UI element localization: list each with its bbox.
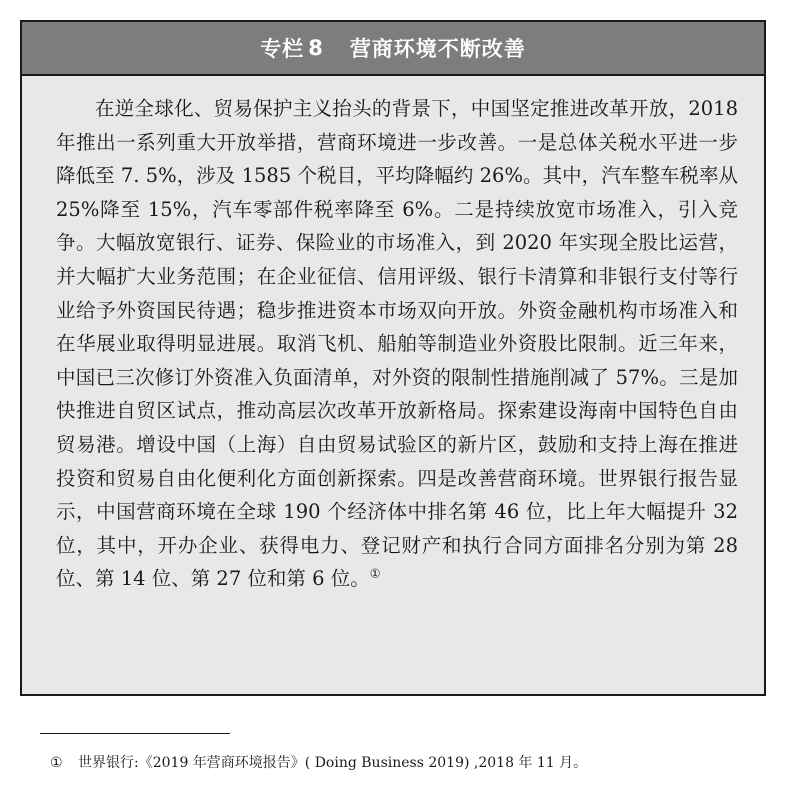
box-header [22,22,764,76]
footnote-text: 世界银行:《2019 年营商环境报告》( Doing Business 2019) ,2018 年 11 月。 [78,755,588,771]
footnote-reference[interactable]: ① [369,566,381,581]
box-title: 营商环境不断改善 [349,37,526,61]
footnote-divider [40,733,230,734]
box-paragraph: 在逆全球化、贸易保护主义抬头的背景下，中国坚定推进改革开放，2018 年推出一系列重大开放举措，营商环境进一步改善。一是总体关税水平进一步降低至 7. 5%，涉及 1585 个税目，平均降幅约 26%。其中，汽车整车税率从 25%降至 15%，汽车零部件税率降至 6%。二是持续放宽市场准入，引入竞争。大幅放宽银行、证券、保险业的市场准入，到 2020 年实现全股比运营，并大幅扩大业务范围；在企业征信、信用评级、银行卡清算和非银行支付等行业给予外资国民待遇；稳步推进资本市场双向开放。外资金融机构市场准入和在华展业取得明显进展。取消飞机、船舶等制造业外资股比限制。近三年来，中国已三次修订外资准入负面清单，对外资的限制性措施削减了 57%。三是加快推进自贸区试点，推动高层次改革开放新格局。探索建设海南中国特色自由贸易港。增设中国（上海）自由贸易试验区的新片区，鼓励和支持上海在推进投资和贸易自由化便利化方面创新探索。四是改善营商环境。世界银行报告显示，中国营商环境在全球 190 个经济体中排名第 46 位，比上年大幅提升 32 位，其中，开办企业、获得电力、登记财产和执行合同方面排名分别为第 28 位、第 14 位、第 27 位和第 6 位。 [56,97,738,591]
footnote-mark: ① [50,755,63,771]
box-label: 专栏 [260,37,305,61]
box-body [22,76,764,596]
sidebar-box [20,20,766,696]
footnote [50,752,587,772]
box-number: 8 [308,36,324,60]
